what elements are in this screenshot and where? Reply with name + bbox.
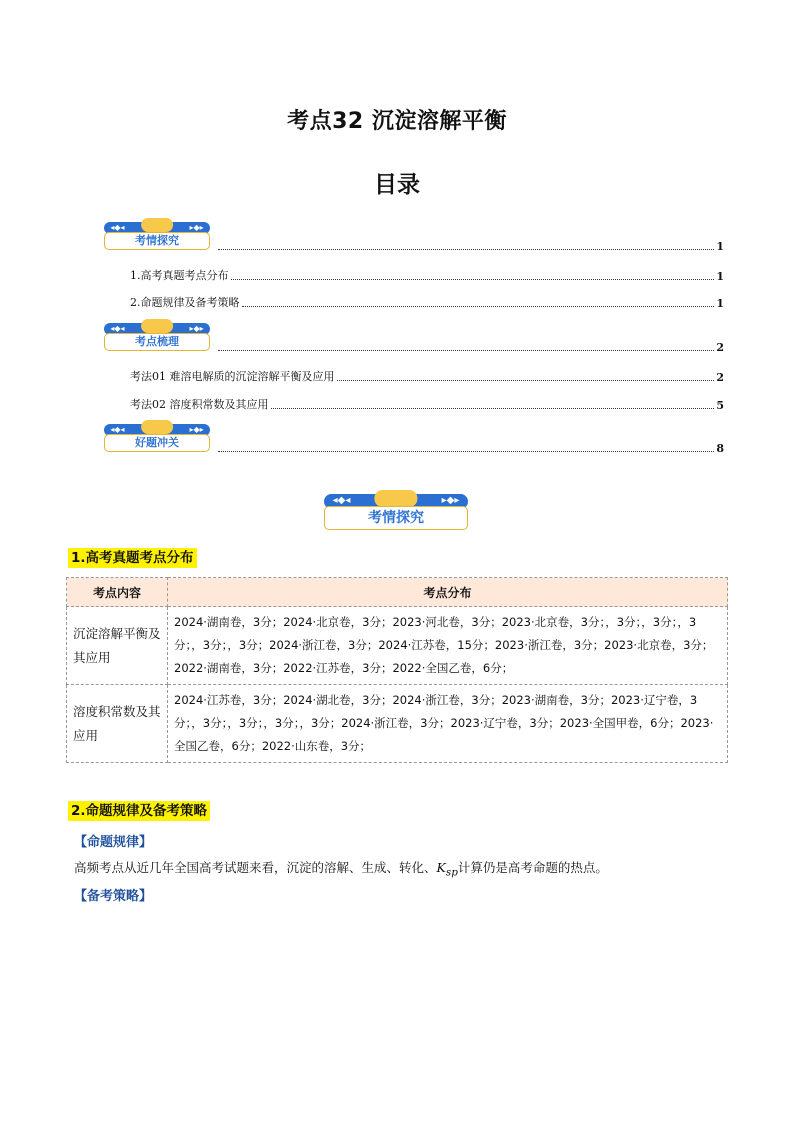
- rule-text: 高频考点从近几年全国高考试题来看，沉淀的溶解、生成、转化、$K_{sp}$计算仍是高考命题的热点。: [74, 860, 608, 879]
- ksp-symbol: $K_{sp}$: [436, 860, 458, 879]
- arrow-left-icon: ◂◆◂: [110, 324, 125, 333]
- table-header-row: [67, 578, 728, 607]
- section-heading-distribution: 1.高考真题考点分布: [68, 548, 197, 568]
- toc-entry[interactable]: 考法01 难溶电解质的沉淀溶解平衡及应用 2: [130, 370, 724, 384]
- toc-entry[interactable]: 1: [216, 240, 724, 253]
- section-heading-strategy: 2.命题规律及备考策略: [68, 801, 210, 821]
- badge-exam-analysis-toc: ◂◆◂ ▸◆▸ 考情探究: [104, 222, 210, 252]
- badge-exam-analysis-section: ◂◆◂ ▸◆▸ 考情探究: [324, 494, 468, 532]
- badge-knowledge-toc: ◂◆◂ ▸◆▸ 考点梳理: [104, 323, 210, 353]
- table-header: 考点分布: [168, 578, 728, 607]
- arrow-left-icon: ◂◆◂: [110, 425, 125, 434]
- rule-label: 【命题规律】: [74, 835, 153, 850]
- toc-entry[interactable]: 2.命题规律及备考策略 1: [130, 296, 724, 310]
- toc-entry[interactable]: 2: [216, 341, 724, 354]
- arrow-left-icon: ◂◆◂: [332, 495, 351, 506]
- toc-entry[interactable]: 考法02 溶度积常数及其应用 5: [130, 398, 724, 412]
- strategy-label: 【备考策略】: [74, 889, 153, 904]
- toc-entry[interactable]: 8: [216, 442, 724, 455]
- arrow-right-icon: ▸◆▸: [189, 425, 204, 434]
- arrow-left-icon: ◂◆◂: [110, 223, 125, 232]
- table-row: [67, 685, 728, 763]
- table-cell-topic: 沉淀溶解平衡及其应用: [67, 607, 168, 685]
- badge-practice-toc: ◂◆◂ ▸◆▸ 好题冲关: [104, 424, 210, 454]
- table-header: 考点内容: [67, 578, 168, 607]
- arrow-right-icon: ▸◆▸: [189, 223, 204, 232]
- toc-entry[interactable]: 1.高考真题考点分布 1: [130, 269, 724, 283]
- arrow-right-icon: ▸◆▸: [441, 495, 460, 506]
- arrow-right-icon: ▸◆▸: [189, 324, 204, 333]
- table-row: [67, 607, 728, 685]
- distribution-table: [66, 577, 728, 763]
- table-cell-distribution: 2024·江苏卷，3分；2024·湖北卷，3分；2024·浙江卷，3分；2023·湖南卷，3分；2023·辽宁卷，3分；，3分；，3分；，3分；，3分；2024·浙江卷，3分；2023·辽宁卷，3分；2023·全国甲卷，6分；2023·全国乙卷，6分；2022·山东卷，3分；: [168, 685, 728, 763]
- toc-title: 目录: [374, 172, 420, 198]
- page-title: 考点32 沉淀溶解平衡: [287, 109, 507, 134]
- table-cell-topic: 溶度积常数及其应用: [67, 685, 168, 763]
- table-cell-distribution: 2024·湖南卷，3分；2024·北京卷，3分；2023·河北卷，3分；2023·北京卷，3分；，3分；，3分；，3分；，3分；，3分；2024·浙江卷，3分；2024·江苏卷，15分；2023·浙江卷，3分；2023·北京卷，3分；2022·湖南卷，3分；2022·江苏卷，3分；2022·全国乙卷，6分；: [168, 607, 728, 685]
